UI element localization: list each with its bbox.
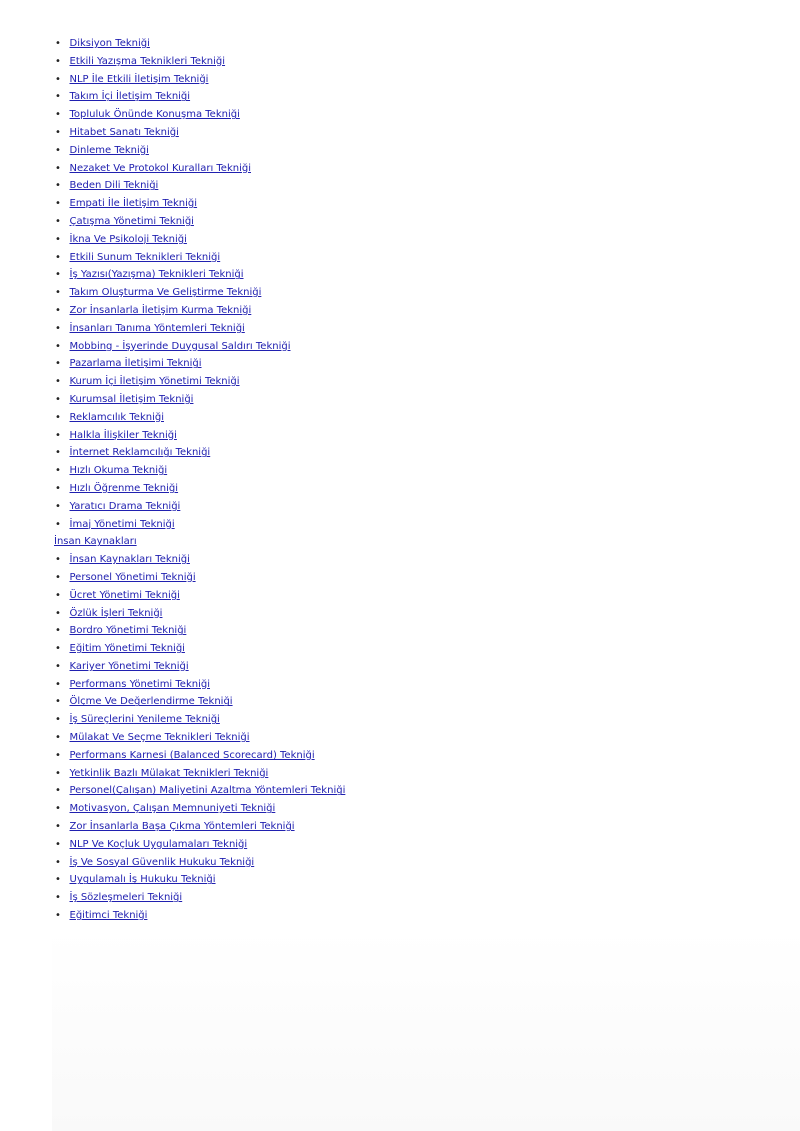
list-item-link[interactable]: Mobbing - İşyerinde Duygusal Saldırı Tekniği bbox=[69, 340, 291, 352]
list-item-link[interactable]: Motivasyon, Çalışan Memnuniyeti Tekniği bbox=[69, 803, 276, 815]
list-item bbox=[54, 284, 774, 302]
list-item-link[interactable]: Takım Oluşturma Ve Geliştirme Tekniği bbox=[69, 287, 262, 299]
list-item-link[interactable]: İkna Ve Psikoloji Tekniği bbox=[69, 233, 187, 245]
list-item bbox=[54, 551, 774, 569]
bullet-icon: • bbox=[55, 287, 61, 299]
list-item-link[interactable]: NLP Ve Koçluk Uygulamaları Tekniği bbox=[69, 838, 248, 850]
list-item-link[interactable]: İş Süreçlerini Yenileme Tekniği bbox=[69, 714, 220, 726]
list-item-link[interactable]: İnternet Reklamcılığı Tekniği bbox=[69, 447, 211, 459]
list-item bbox=[54, 462, 774, 480]
list-item-link[interactable]: Hızlı Okuma Tekniği bbox=[69, 465, 168, 477]
list-item-link[interactable]: Yaratıcı Drama Tekniği bbox=[69, 500, 181, 512]
list-item bbox=[54, 302, 774, 320]
list-item bbox=[54, 498, 774, 516]
hr-technique-link-list bbox=[54, 551, 774, 925]
list-item bbox=[54, 355, 774, 373]
bullet-icon: • bbox=[55, 500, 61, 512]
bullet-icon: • bbox=[55, 643, 61, 655]
list-item bbox=[54, 88, 774, 106]
list-item-link[interactable]: Hızlı Öğrenme Tekniği bbox=[69, 482, 179, 494]
bullet-icon: • bbox=[55, 874, 61, 886]
bullet-icon: • bbox=[55, 393, 61, 405]
bullet-icon: • bbox=[55, 696, 61, 708]
list-item bbox=[54, 53, 774, 71]
bullet-icon: • bbox=[55, 109, 61, 121]
technique-link-list bbox=[54, 35, 774, 533]
list-item bbox=[54, 427, 774, 445]
list-item bbox=[54, 480, 774, 498]
list-item bbox=[54, 213, 774, 231]
bullet-icon: • bbox=[55, 91, 61, 103]
list-item-link[interactable]: Kariyer Yönetimi Tekniği bbox=[69, 660, 189, 672]
list-item bbox=[54, 658, 774, 676]
bullet-icon: • bbox=[55, 856, 61, 868]
bullet-icon: • bbox=[55, 73, 61, 85]
bullet-icon: • bbox=[55, 162, 61, 174]
list-item bbox=[54, 124, 774, 142]
bullet-icon: • bbox=[55, 785, 61, 797]
list-item bbox=[54, 836, 774, 854]
list-item-link[interactable]: Empati İle İletişim Tekniği bbox=[69, 198, 198, 210]
list-item bbox=[54, 729, 774, 747]
bullet-icon: • bbox=[55, 251, 61, 263]
list-item bbox=[54, 693, 774, 711]
list-item bbox=[54, 177, 774, 195]
list-item-link[interactable]: Reklamcılık Tekniği bbox=[69, 411, 164, 423]
bullet-icon: • bbox=[55, 126, 61, 138]
list-item bbox=[54, 266, 774, 284]
list-item bbox=[54, 320, 774, 338]
list-item bbox=[54, 640, 774, 658]
list-item-link[interactable]: Dinleme Tekniği bbox=[69, 144, 149, 156]
bullet-icon: • bbox=[55, 821, 61, 833]
bullet-icon: • bbox=[55, 660, 61, 672]
list-item-link[interactable]: Performans Karnesi (Balanced Scorecard) Tekniği bbox=[69, 749, 315, 761]
bullet-icon: • bbox=[55, 714, 61, 726]
bullet-icon: • bbox=[55, 803, 61, 815]
list-item-link[interactable]: Eğitim Yönetimi Tekniği bbox=[69, 643, 185, 655]
list-item bbox=[54, 765, 774, 783]
list-item-link[interactable]: İş Ve Sosyal Güvenlik Hukuku Tekniği bbox=[69, 856, 255, 868]
bullet-icon: • bbox=[55, 429, 61, 441]
list-item-link[interactable]: Topluluk Önünde Konuşma Tekniği bbox=[69, 109, 240, 121]
list-item bbox=[54, 622, 774, 640]
list-item bbox=[54, 231, 774, 249]
bullet-icon: • bbox=[55, 625, 61, 637]
list-item bbox=[54, 569, 774, 587]
list-item bbox=[54, 444, 774, 462]
bullet-icon: • bbox=[55, 571, 61, 583]
bullet-icon: • bbox=[55, 411, 61, 423]
list-item bbox=[54, 800, 774, 818]
list-item-link[interactable]: Personel Yönetimi Tekniği bbox=[69, 571, 196, 583]
list-item-link[interactable]: Pazarlama İletişimi Tekniği bbox=[69, 358, 202, 370]
bullet-icon: • bbox=[55, 322, 61, 334]
list-item bbox=[54, 907, 774, 925]
list-item bbox=[54, 106, 774, 124]
bullet-icon: • bbox=[55, 340, 61, 352]
bullet-icon: • bbox=[55, 678, 61, 690]
list-item-link[interactable]: Bordro Yönetimi Tekniği bbox=[69, 625, 187, 637]
list-item-link[interactable]: Uygulamalı İş Hukuku Tekniği bbox=[69, 874, 216, 886]
list-item-link[interactable]: Halkla İlişkiler Tekniği bbox=[69, 429, 177, 441]
list-item-link[interactable]: Ölçme Ve Değerlendirme Tekniği bbox=[69, 696, 233, 708]
bullet-icon: • bbox=[55, 447, 61, 459]
section-heading bbox=[54, 533, 774, 551]
list-item-link[interactable]: Nezaket Ve Protokol Kuralları Tekniği bbox=[69, 162, 251, 174]
list-item bbox=[54, 338, 774, 356]
list-item bbox=[54, 676, 774, 694]
list-item bbox=[54, 782, 774, 800]
list-item bbox=[54, 516, 774, 534]
list-item-link[interactable]: Etkili Yazışma Teknikleri Tekniği bbox=[69, 55, 226, 67]
list-item bbox=[54, 249, 774, 267]
list-item bbox=[54, 747, 774, 765]
list-item-link[interactable]: Kurumsal İletişim Tekniği bbox=[69, 393, 194, 405]
bullet-icon: • bbox=[55, 233, 61, 245]
bullet-icon: • bbox=[55, 465, 61, 477]
list-item-link[interactable]: Yetkinlik Bazlı Mülakat Teknikleri Tekniği bbox=[69, 767, 269, 779]
bullet-icon: • bbox=[55, 376, 61, 388]
list-item-link[interactable]: Ücret Yönetimi Tekniği bbox=[69, 589, 180, 601]
bullet-icon: • bbox=[55, 518, 61, 530]
list-item bbox=[54, 142, 774, 160]
list-item bbox=[54, 409, 774, 427]
bullet-icon: • bbox=[55, 198, 61, 210]
list-item bbox=[54, 889, 774, 907]
bullet-icon: • bbox=[55, 910, 61, 922]
list-item bbox=[54, 160, 774, 178]
list-item bbox=[54, 711, 774, 729]
bullet-icon: • bbox=[55, 892, 61, 904]
bullet-icon: • bbox=[55, 607, 61, 619]
bullet-icon: • bbox=[55, 554, 61, 566]
bullet-icon: • bbox=[55, 838, 61, 850]
list-item-link[interactable]: İmaj Yönetimi Tekniği bbox=[69, 518, 175, 530]
list-item-link[interactable]: Takım İçi İletişim Tekniği bbox=[69, 91, 191, 103]
section-heading-link[interactable]: İnsan Kaynakları bbox=[54, 536, 137, 548]
list-item bbox=[54, 587, 774, 605]
list-item-link[interactable]: NLP İle Etkili İletişim Tekniği bbox=[69, 73, 209, 85]
bullet-icon: • bbox=[55, 749, 61, 761]
bullet-icon: • bbox=[55, 180, 61, 192]
list-item bbox=[54, 35, 774, 53]
list-item-link[interactable]: Eğitimci Tekniği bbox=[69, 910, 148, 922]
bullet-icon: • bbox=[55, 482, 61, 494]
bullet-icon: • bbox=[55, 55, 61, 67]
list-item-link[interactable]: Özlük İşleri Tekniği bbox=[69, 607, 163, 619]
list-item-link[interactable]: Etkili Sunum Teknikleri Tekniği bbox=[69, 251, 221, 263]
bullet-icon: • bbox=[55, 304, 61, 316]
list-item bbox=[54, 871, 774, 889]
list-item bbox=[54, 373, 774, 391]
list-item-link[interactable]: Zor İnsanlarla Başa Çıkma Yöntemleri Tekniği bbox=[69, 821, 295, 833]
list-item bbox=[54, 854, 774, 872]
list-item-link[interactable]: Diksiyon Tekniği bbox=[69, 38, 150, 49]
document-content bbox=[54, 35, 774, 925]
list-item-link[interactable]: Zor İnsanlarla İletişim Kurma Tekniği bbox=[69, 304, 252, 316]
list-item-link[interactable]: İnsanları Tanıma Yöntemleri Tekniği bbox=[69, 322, 245, 334]
list-item-link[interactable]: İş Sözleşmeleri Tekniği bbox=[69, 892, 183, 904]
list-item-link[interactable]: Kurum İçi İletişim Yönetimi Tekniği bbox=[69, 376, 240, 388]
bullet-icon: • bbox=[55, 144, 61, 156]
list-item-link[interactable]: Mülakat Ve Seçme Teknikleri Tekniği bbox=[69, 732, 250, 744]
list-item-link[interactable]: Çatışma Yönetimi Tekniği bbox=[69, 215, 194, 227]
list-item-link[interactable]: İnsan Kaynakları Tekniği bbox=[69, 554, 190, 566]
list-item-link[interactable]: İş Yazısı(Yazışma) Teknikleri Tekniği bbox=[69, 269, 244, 281]
bullet-icon: • bbox=[55, 589, 61, 601]
bullet-icon: • bbox=[55, 767, 61, 779]
list-item-link[interactable]: Personel(Çalışan) Maliyetini Azaltma Yöntemleri Tekniği bbox=[69, 785, 346, 797]
list-item-link[interactable]: Beden Dili Tekniği bbox=[69, 180, 159, 192]
list-item bbox=[54, 195, 774, 213]
list-item bbox=[54, 71, 774, 89]
bullet-icon: • bbox=[55, 215, 61, 227]
bullet-icon: • bbox=[55, 269, 61, 281]
bullet-icon: • bbox=[55, 358, 61, 370]
list-item bbox=[54, 818, 774, 836]
bullet-icon: • bbox=[55, 732, 61, 744]
list-item bbox=[54, 391, 774, 409]
list-item bbox=[54, 605, 774, 623]
bullet-icon: • bbox=[55, 38, 61, 49]
list-item-link[interactable]: Hitabet Sanatı Tekniği bbox=[69, 126, 179, 138]
list-item-link[interactable]: Performans Yönetimi Tekniği bbox=[69, 678, 210, 690]
